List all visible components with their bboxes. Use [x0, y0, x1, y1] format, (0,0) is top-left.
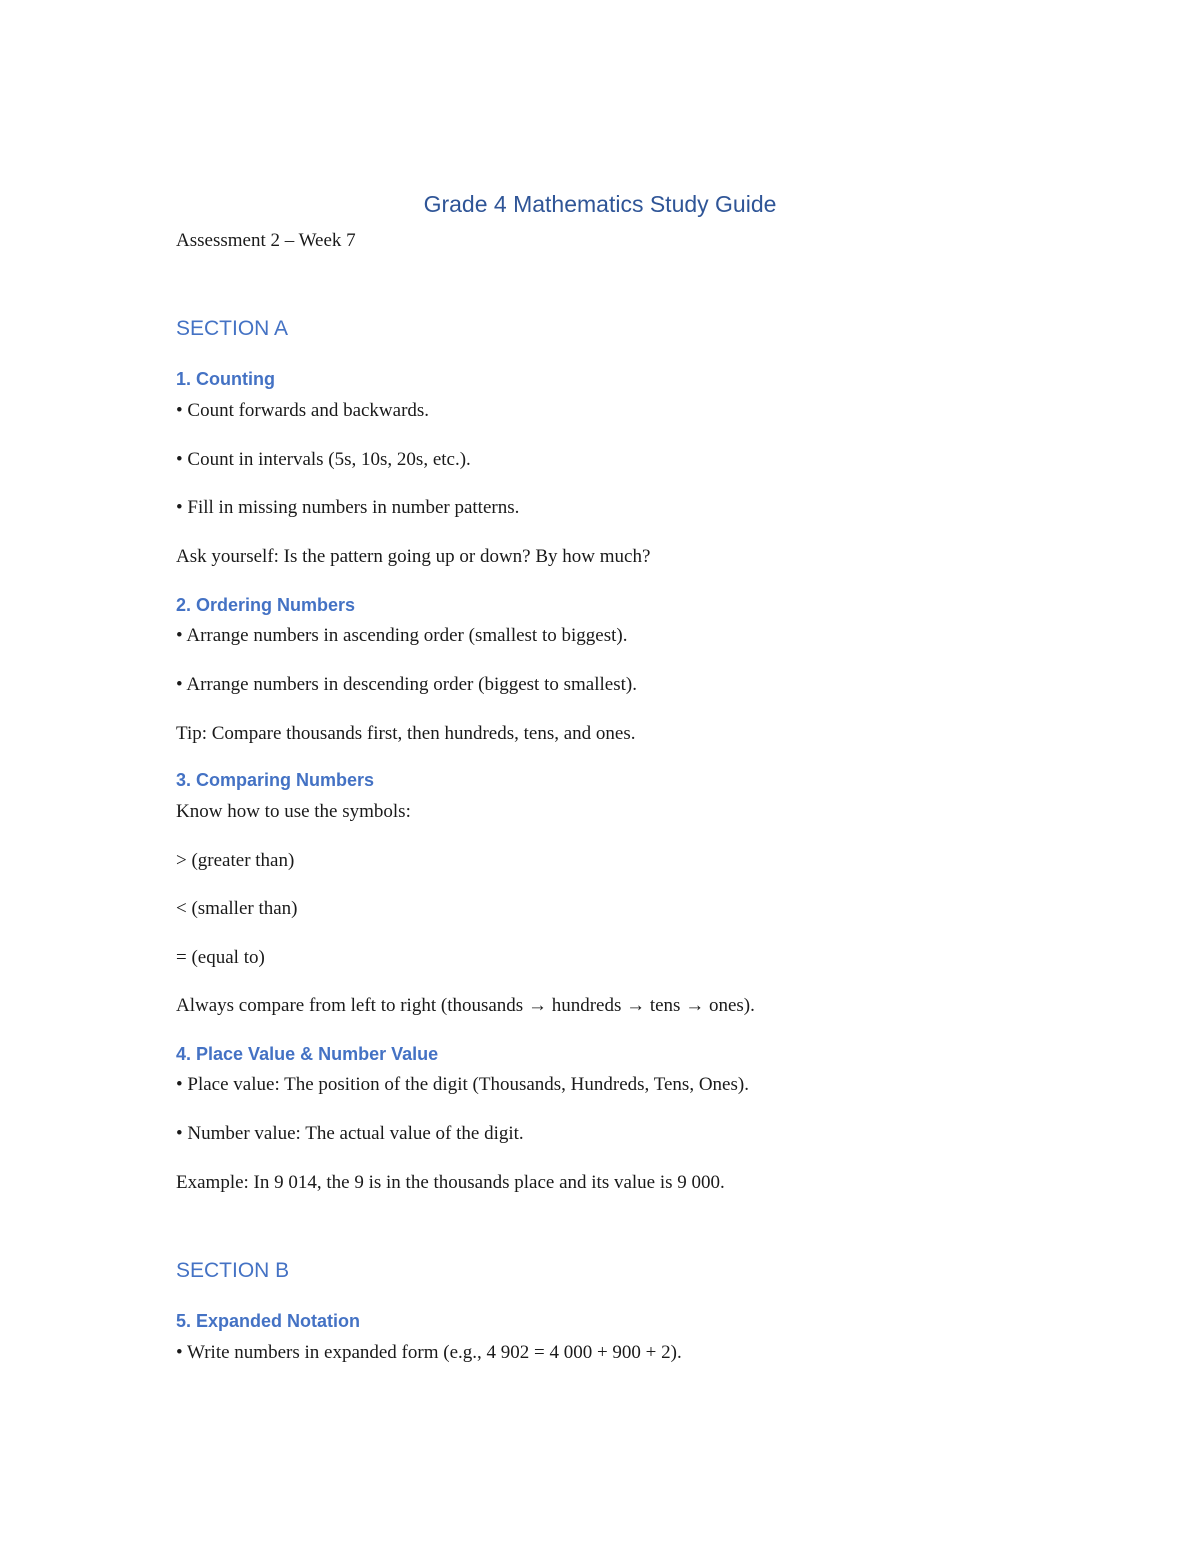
- document-subtitle: Assessment 2 – Week 7: [176, 230, 356, 251]
- list-item: • Number value: The actual value of the digit.: [176, 1123, 524, 1144]
- list-item: • Arrange numbers in ascending order (smallest to biggest).: [176, 625, 628, 646]
- tip-text: Ask yourself: Is the pattern going up or down? By how much?: [176, 546, 651, 567]
- list-item: • Place value: The position of the digit (Thousands, Hundreds, Tens, Ones).: [176, 1074, 749, 1095]
- tip-text: Tip: Compare thousands first, then hundreds, tens, and ones.: [176, 723, 636, 744]
- body-text: Know how to use the symbols:: [176, 801, 411, 822]
- topic-heading-place-value: 4. Place Value & Number Value: [176, 1044, 439, 1064]
- topic-heading-counting: 1. Counting: [176, 369, 275, 389]
- symbol-line: = (equal to): [176, 947, 265, 968]
- section-a-heading: SECTION A: [176, 317, 289, 340]
- symbol-line: > (greater than): [176, 850, 295, 871]
- list-item: • Count in intervals (5s, 10s, 20s, etc.).: [176, 449, 471, 470]
- list-item: • Count forwards and backwards.: [176, 400, 430, 421]
- topic-heading-ordering-numbers: 2. Ordering Numbers: [176, 595, 356, 615]
- list-item: • Arrange numbers in descending order (biggest to smallest).: [176, 674, 637, 695]
- document-title: Grade 4 Mathematics Study Guide: [423, 191, 777, 217]
- list-item: • Write numbers in expanded form (e.g., 4 902 = 4 000 + 900 + 2).: [176, 1342, 682, 1363]
- section-b-heading: SECTION B: [176, 1259, 290, 1282]
- tip-text: Always compare from left to right (thousands → hundreds → tens → ones).: [176, 995, 755, 1016]
- symbol-line: < (smaller than): [176, 898, 298, 919]
- example-text: Example: In 9 014, the 9 is in the thousands place and its value is 9 000.: [176, 1172, 725, 1193]
- topic-heading-expanded-notation: 5. Expanded Notation: [176, 1311, 361, 1331]
- list-item: • Fill in missing numbers in number patterns.: [176, 497, 520, 518]
- topic-heading-comparing-numbers: 3. Comparing Numbers: [176, 770, 375, 790]
